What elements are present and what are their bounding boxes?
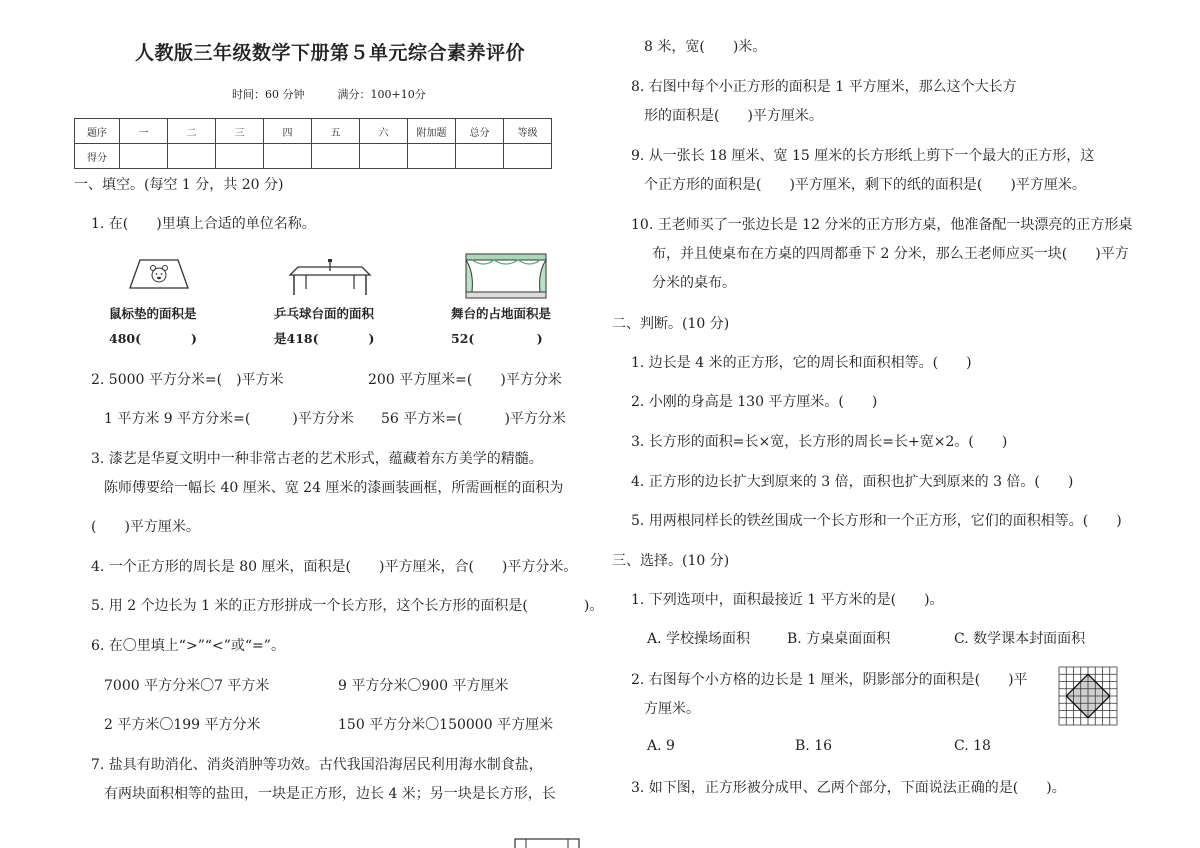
judge-3: 3. 长方形的面积=长×宽，长方形的周长=长+宽×2。( ) (631, 434, 1008, 450)
choice-1-option-c[interactable]: C. 数学课本封面面积 (954, 631, 1086, 647)
table-cell: 四 (264, 119, 312, 144)
choice-3: 3. 如下图，正方形被分成甲、乙两个部分，下面说法正确的是( )。 (631, 780, 1066, 796)
choice-2-line2: 方厘米。 (644, 701, 700, 717)
table-cell: 三 (216, 119, 264, 144)
score-input-cell[interactable] (216, 144, 264, 169)
time-score-info: 时间：60 分钟 满分：100+10分 (232, 88, 426, 101)
judge-4: 4. 正方形的边长扩大到原来的 3 倍，面积也扩大到原来的 3 倍。( ) (631, 474, 1074, 490)
q1-blank-ping-pong[interactable]: 是418( ) (274, 331, 375, 346)
question-9-line2: 个正方形的面积是( )平方厘米，剩下的纸的面积是( )平方厘米。 (644, 177, 1086, 193)
score-table (74, 118, 552, 169)
q1-caption-ping-pong: 乒乓球台面的面积 (274, 306, 375, 321)
question-7-line3: 8 米，宽( )米。 (644, 39, 767, 55)
table-cell: 一 (120, 119, 168, 144)
question-6c: 2 平方米〇199 平方分米 (104, 717, 261, 733)
judge-2: 2. 小刚的身高是 130 平方厘米。( ) (631, 394, 878, 410)
score-input-cell[interactable] (504, 144, 552, 169)
table-cell: 六 (360, 119, 408, 144)
table-cell: 题序 (75, 119, 120, 144)
question-7-line2: 有两块面积相等的盐田，一块是正方形，边长 4 米；另一块是长方形，长 (104, 786, 556, 802)
ping-pong-table-picture (288, 255, 372, 297)
score-input-cell[interactable] (312, 144, 360, 169)
score-input-cell[interactable] (360, 144, 408, 169)
question-7-line1: 7. 盐具有助消化、消炎消肿等功效。古代我国沿海居民利用海水制食盐， (91, 757, 543, 773)
score-input-cell[interactable] (456, 144, 504, 169)
question-8-line1: 8. 右图中每个小正方形的面积是 1 平方厘米，那么这个大长方 (631, 79, 1017, 95)
choice-1: 1. 下列选项中，面积最接近 1 平方米的是( )。 (631, 592, 944, 608)
question-9-line1: 9. 从一张长 18 厘米、宽 15 厘米的长方形纸上剪下一个最大的正方形，这 (631, 148, 1095, 164)
question-4: 4. 一个正方形的周长是 80 厘米，面积是( )平方厘米，合( )平方分米。 (91, 559, 578, 575)
question-10-line1: 10. 王老师买了一张边长是 12 分米的正方形方桌，他准备配一块漂亮的正方形桌 (631, 217, 1133, 233)
question-6: 6. 在〇里填上“>”“<”或“=”。 (91, 638, 285, 654)
partial-figure (514, 838, 580, 848)
stage-picture (464, 252, 548, 300)
table-cell: 等级 (504, 119, 552, 144)
score-input-cell[interactable] (120, 144, 168, 169)
q1-caption-mouse-pad: 鼠标垫的面积是 (109, 306, 197, 321)
q1-caption-stage: 舞台的占地面积是 (451, 306, 552, 321)
page-title: 人教版三年级数学下册第５单元综合素养评价 (135, 42, 526, 64)
question-3-line2: 陈师傅要给一幅长 40 厘米、宽 24 厘米的漆画装画框，所需画框的面积为 (104, 480, 564, 496)
question-1: 1. 在( )里填上合适的单位名称。 (91, 216, 316, 232)
question-8-line2: 形的面积是( )平方厘米。 (644, 108, 823, 124)
choice-2-line1: 2. 右图每个小方格的边长是 1 厘米，阴影部分的面积是( )平 (631, 672, 1028, 688)
question-10-line2: 布，并且使桌布在方桌的四周都垂下 2 分米，那么王老师应买一块( )平方 (652, 246, 1129, 262)
question-10-line3: 分米的桌布。 (652, 275, 736, 291)
judge-5: 5. 用两根同样长的铁丝围成一个长方形和一个正方形，它们的面积相等。( ) (631, 513, 1122, 529)
q1-blank-mouse-pad[interactable]: 480( ) (109, 331, 197, 346)
question-2b: 200 平方厘米=( )平方分米 (368, 372, 562, 388)
question-6d: 150 平方分米〇150000 平方厘米 (338, 717, 554, 733)
table-cell: 得分 (75, 144, 120, 169)
score-input-cell[interactable] (264, 144, 312, 169)
choice-2-option-b[interactable]: B. 16 (795, 738, 833, 754)
question-6a: 7000 平方分米〇7 平方米 (104, 678, 270, 694)
choice-1-option-b[interactable]: B. 方桌桌面面积 (787, 631, 891, 647)
judge-1: 1. 边长是 4 米的正方形，它的周长和面积相等。( ) (631, 355, 972, 371)
section-2-heading: 二、判断。(10 分) (612, 316, 730, 332)
score-input-cell[interactable] (408, 144, 456, 169)
q1-blank-stage[interactable]: 52( ) (451, 331, 543, 346)
table-cell: 总分 (456, 119, 504, 144)
question-3-line3: ( )平方厘米。 (91, 519, 200, 535)
question-5: 5. 用 2 个边长为 1 米的正方形拼成一个长方形，这个长方形的面积是( )。 (91, 598, 604, 614)
table-cell: 五 (312, 119, 360, 144)
choice-2-option-a[interactable]: A. 9 (647, 738, 675, 754)
score-input-cell[interactable] (168, 144, 216, 169)
choice-2-option-c[interactable]: C. 18 (954, 738, 991, 754)
question-3-line1: 3. 漆艺是华夏文明中一种非常古老的艺术形式，蕴藏着东方美学的精髓。 (91, 451, 543, 467)
question-2a: 2. 5000 平方分米=( )平方米 (91, 372, 284, 388)
question-2d: 56 平方米=( )平方分米 (381, 411, 566, 427)
score-table-header-row (75, 119, 552, 144)
question-2c: 1 平方米 9 平方分米=( )平方分米 (104, 411, 354, 427)
mouse-pad-picture (128, 256, 190, 292)
shaded-square-grid-figure (1058, 666, 1118, 726)
table-cell: 附加题 (408, 119, 456, 144)
section-3-heading: 三、选择。(10 分) (612, 553, 730, 569)
score-table-score-row (75, 144, 552, 169)
section-1-heading: 一、填空。(每空 1 分，共 20 分) (74, 177, 284, 193)
question-6b: 9 平方分米〇900 平方厘米 (338, 678, 509, 694)
table-cell: 二 (168, 119, 216, 144)
choice-1-option-a[interactable]: A. 学校操场面积 (647, 631, 751, 647)
